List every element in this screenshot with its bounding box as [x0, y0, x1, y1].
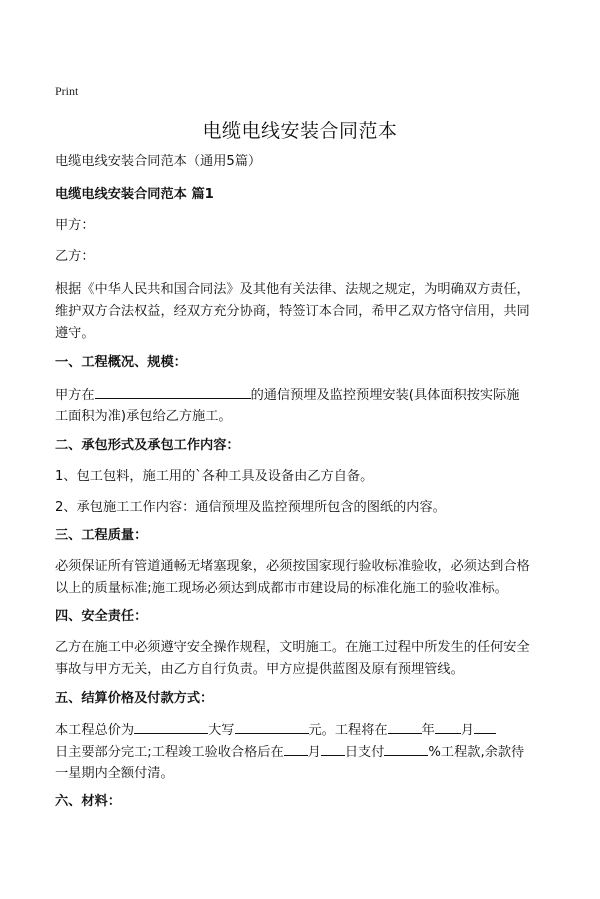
payment-text: 月: [460, 723, 474, 738]
completion-day-blank[interactable]: [474, 719, 496, 734]
party-b-label: 乙方：: [55, 249, 95, 264]
contract-item: 1、包工包料，施工用的`各种工具及设备由乙方自备。: [55, 469, 374, 484]
print-link[interactable]: Print: [55, 84, 79, 98]
payment-month-blank[interactable]: [284, 741, 308, 756]
document-subtitle: 电缆电线安装合同范本（通用5篇）: [55, 154, 262, 169]
payment-text: 日主要部分完工;工程竣工验收合格后在: [55, 745, 284, 760]
payment-line: [55, 719, 555, 742]
chapter-title: 电缆电线安装合同范本 篇1: [55, 187, 214, 202]
project-location-blank[interactable]: [95, 384, 251, 399]
payment-line: [55, 741, 555, 764]
payment-day-blank[interactable]: [321, 741, 345, 756]
scope-line: [55, 384, 555, 407]
completion-month-blank[interactable]: [435, 719, 461, 734]
payment-text: 大写: [208, 723, 235, 738]
safety-line: 事故与甲方无关，由乙方自行负责。甲方应提供蓝图及原有预埋管线。: [55, 662, 464, 677]
amount-in-words-blank[interactable]: [235, 719, 309, 734]
preamble-line: 遵守。: [55, 326, 95, 341]
section-heading-materials: 六、材料：: [55, 794, 121, 809]
document-title: 电缆电线安装合同范本: [202, 120, 398, 142]
preamble-line: 维护双方合法权益，经双方充分协商，特签订本合同，希甲乙双方恪守信用，共同: [55, 304, 530, 319]
payment-percent-blank[interactable]: [384, 741, 428, 756]
payment-text: 月: [307, 745, 321, 760]
section-heading-contract-form: 二、承包形式及承包工作内容：: [55, 438, 240, 453]
payment-text: 元。工程将在: [308, 723, 388, 738]
total-price-blank[interactable]: [134, 719, 208, 734]
scope-text: 的通信预埋及监控预埋安装(具体面积按实际施: [250, 388, 520, 403]
section-heading-quality: 三、工程质量：: [55, 528, 148, 543]
completion-year-blank[interactable]: [388, 719, 422, 734]
payment-text: 日支付: [344, 745, 385, 760]
quality-line: 以上的质量标准;施工现场必须达到成都市市建设局的标准化施工的验收准标。: [55, 581, 508, 596]
party-a-label: 甲方：: [55, 218, 95, 233]
section-heading-safety: 四、安全责任：: [55, 609, 148, 624]
quality-line: 必须保证所有管道通畅无堵塞现象，必须按国家现行验收标准验收，必须达到合格: [55, 559, 530, 574]
payment-text: 本工程总价为: [55, 723, 135, 738]
safety-line: 乙方在施工中必须遵守安全操作规程，文明施工。在施工过程中所发生的任何安全: [55, 640, 530, 655]
preamble-line: 根据《中华人民共和国合同法》及其他有关法律、法规之规定，为明确双方责任，: [55, 282, 530, 297]
payment-line: 一星期内全额付清。: [55, 766, 174, 781]
scope-line: 工面积为准)承包给乙方施工。: [55, 409, 232, 424]
scope-text: 甲方在: [55, 388, 95, 403]
contract-item: 2、承包施工工作内容：通信预埋及监控预埋所包含的图纸的内容。: [55, 500, 446, 515]
payment-text: %工程款,余款待: [428, 745, 525, 760]
payment-text: 年: [421, 723, 435, 738]
section-heading-scope: 一、工程概况、规模：: [55, 355, 187, 370]
section-heading-payment: 五、结算价格及付款方式：: [55, 691, 214, 706]
